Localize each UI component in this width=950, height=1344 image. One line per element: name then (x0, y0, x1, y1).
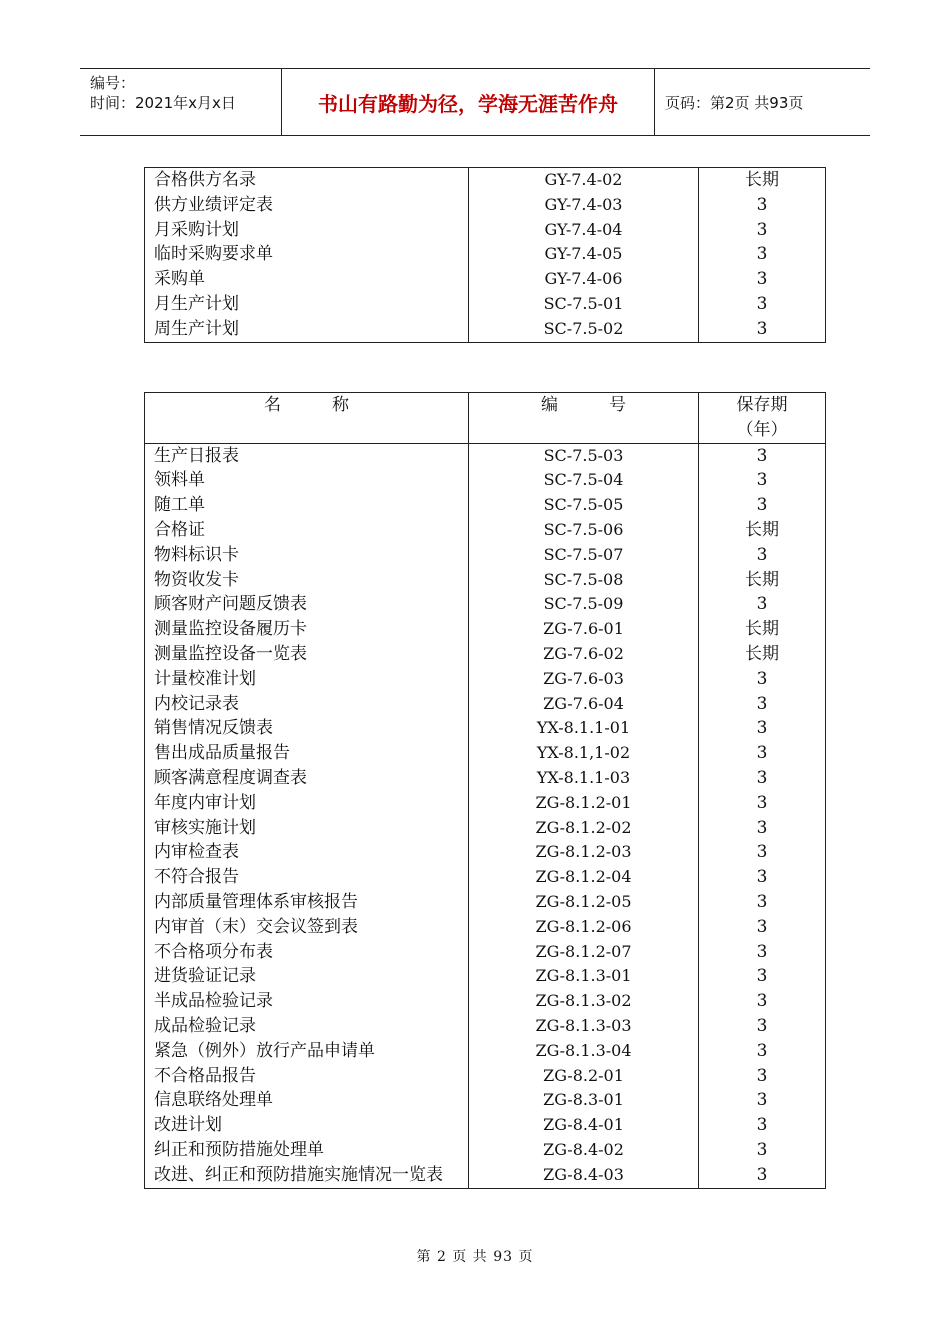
table-row (145, 168, 826, 193)
record-retention: 3 (699, 865, 826, 890)
table-row (145, 865, 826, 890)
record-code: ZG-8.1.3-04 (469, 1039, 699, 1064)
table-row (145, 1088, 826, 1113)
header-name: 名 称 (145, 393, 469, 444)
record-code: SC-7.5-08 (469, 568, 699, 593)
record-retention: 3 (699, 1113, 826, 1138)
record-name: 物料标识卡 (145, 543, 469, 568)
record-code: SC-7.5-07 (469, 543, 699, 568)
record-code: ZG-7.6-01 (469, 617, 699, 642)
table-row (145, 940, 826, 965)
table-header-row (145, 393, 826, 444)
table-row (145, 292, 826, 317)
record-code: GY-7.4-06 (469, 267, 699, 292)
record-name: 改进计划 (145, 1113, 469, 1138)
record-name: 纠正和预防措施处理单 (145, 1138, 469, 1163)
record-code: YX-8.1.1-01 (469, 716, 699, 741)
record-name: 信息联络处理单 (145, 1088, 469, 1113)
record-code: YX-8.1,1-02 (469, 741, 699, 766)
record-code: ZG-7.6-02 (469, 642, 699, 667)
record-code: SC-7.5-01 (469, 292, 699, 317)
record-name: 紧急（例外）放行产品申请单 (145, 1039, 469, 1064)
records-table (144, 392, 826, 1189)
record-code: SC-7.5-02 (469, 317, 699, 342)
record-code: GY-7.4-05 (469, 242, 699, 267)
table-row (145, 592, 826, 617)
record-retention: 3 (699, 443, 826, 468)
record-code: ZG-8.1.3-03 (469, 1014, 699, 1039)
table-row (145, 840, 826, 865)
table-row (145, 741, 826, 766)
record-code: ZG-8.1.2-02 (469, 816, 699, 841)
table-row (145, 1163, 826, 1188)
table-row (145, 692, 826, 717)
record-name: 供方业绩评定表 (145, 193, 469, 218)
record-retention: 3 (699, 193, 826, 218)
record-code: ZG-8.1.2-04 (469, 865, 699, 890)
table-row (145, 766, 826, 791)
records-table-continued-body (145, 168, 826, 343)
table-row (145, 1014, 826, 1039)
document-date: 时间：2021年x月x日 (90, 94, 236, 112)
table-row (145, 1064, 826, 1089)
record-retention: 长期 (699, 168, 826, 193)
record-name: 顾客财产问题反馈表 (145, 592, 469, 617)
record-code: ZG-7.6-03 (469, 667, 699, 692)
record-retention: 3 (699, 667, 826, 692)
record-code: ZG-8.1.2-01 (469, 791, 699, 816)
record-code: SC-7.5-04 (469, 468, 699, 493)
record-name: 半成品检验记录 (145, 989, 469, 1014)
record-name: 售出成品质量报告 (145, 741, 469, 766)
record-name: 不符合报告 (145, 865, 469, 890)
header-page-info: 页码：第2页 共93页 (665, 93, 804, 112)
record-retention: 3 (699, 267, 826, 292)
record-retention: 3 (699, 890, 826, 915)
record-name: 内审首（末）交会议签到表 (145, 915, 469, 940)
record-retention: 3 (699, 1138, 826, 1163)
record-retention: 3 (699, 317, 826, 342)
table-row (145, 443, 826, 468)
record-retention: 长期 (699, 642, 826, 667)
header-retention-line1: 保存期 (736, 395, 788, 415)
record-name: 计量校准计划 (145, 667, 469, 692)
record-retention: 3 (699, 592, 826, 617)
record-name: 临时采购要求单 (145, 242, 469, 267)
table-row (145, 493, 826, 518)
record-name: 销售情况反馈表 (145, 716, 469, 741)
record-retention: 3 (699, 1088, 826, 1113)
record-name: 成品检验记录 (145, 1014, 469, 1039)
record-code: ZG-8.2-01 (469, 1064, 699, 1089)
table-row (145, 468, 826, 493)
table-row (145, 193, 826, 218)
record-retention: 3 (699, 915, 826, 940)
record-retention: 3 (699, 543, 826, 568)
record-code: GY-7.4-02 (469, 168, 699, 193)
record-retention: 3 (699, 218, 826, 243)
record-name: 改进、纠正和预防措施实施情况一览表 (145, 1163, 469, 1188)
header-retention (699, 393, 826, 444)
record-retention: 3 (699, 741, 826, 766)
record-code: SC-7.5-03 (469, 443, 699, 468)
record-name: 审核实施计划 (145, 816, 469, 841)
record-name: 测量监控设备履历卡 (145, 617, 469, 642)
record-retention: 3 (699, 692, 826, 717)
record-retention: 3 (699, 493, 826, 518)
table-row (145, 617, 826, 642)
header-retention-line2: （年） (736, 419, 788, 440)
record-name: 顾客满意程度调查表 (145, 766, 469, 791)
table-row (145, 642, 826, 667)
record-name: 生产日报表 (145, 443, 469, 468)
record-code: YX-8.1.1-03 (469, 766, 699, 791)
table-row (145, 267, 826, 292)
record-code: ZG-8.3-01 (469, 1088, 699, 1113)
record-name: 内审检查表 (145, 840, 469, 865)
record-name: 年度内审计划 (145, 791, 469, 816)
record-code: ZG-8.1.2-07 (469, 940, 699, 965)
record-code: ZG-7.6-04 (469, 692, 699, 717)
record-name: 不合格品报告 (145, 1064, 469, 1089)
table-row (145, 890, 826, 915)
record-name: 合格证 (145, 518, 469, 543)
record-name: 物资收发卡 (145, 568, 469, 593)
table-row (145, 518, 826, 543)
record-retention: 3 (699, 940, 826, 965)
record-retention: 3 (699, 1039, 826, 1064)
record-name: 合格供方名录 (145, 168, 469, 193)
record-name: 内部质量管理体系审核报告 (145, 890, 469, 915)
record-code: ZG-8.1.2-03 (469, 840, 699, 865)
table-row (145, 915, 826, 940)
table-row (145, 543, 826, 568)
table-row (145, 1138, 826, 1163)
record-code: SC-7.5-06 (469, 518, 699, 543)
table-row (145, 1113, 826, 1138)
page-footer: 第 2 页 共 93 页 (416, 1249, 534, 1265)
record-code: GY-7.4-04 (469, 218, 699, 243)
page-header (80, 68, 870, 136)
record-code: SC-7.5-09 (469, 592, 699, 617)
record-code: ZG-8.4-03 (469, 1163, 699, 1188)
record-name: 月生产计划 (145, 292, 469, 317)
record-retention: 3 (699, 292, 826, 317)
record-code: ZG-8.1.2-06 (469, 915, 699, 940)
record-code: SC-7.5-05 (469, 493, 699, 518)
record-name: 周生产计划 (145, 317, 469, 342)
record-retention: 3 (699, 989, 826, 1014)
record-name: 随工单 (145, 493, 469, 518)
table-row (145, 218, 826, 243)
record-retention: 3 (699, 964, 826, 989)
record-retention: 3 (699, 791, 826, 816)
header-code: 编 号 (469, 393, 699, 444)
header-motto: 书山有路勤为径，学海无涯苦作舟 (282, 69, 655, 135)
record-retention: 长期 (699, 568, 826, 593)
document-number-label: 编号： (90, 74, 136, 92)
record-name: 月采购计划 (145, 218, 469, 243)
table-row (145, 242, 826, 267)
record-code: GY-7.4-03 (469, 193, 699, 218)
table-row (145, 791, 826, 816)
record-code: ZG-8.4-01 (469, 1113, 699, 1138)
table-row (145, 964, 826, 989)
record-retention: 3 (699, 766, 826, 791)
record-retention: 3 (699, 816, 826, 841)
records-table-continued (144, 167, 826, 343)
record-retention: 3 (699, 468, 826, 493)
record-retention: 3 (699, 1064, 826, 1089)
record-code: ZG-8.1.3-02 (469, 989, 699, 1014)
record-name: 进货验证记录 (145, 964, 469, 989)
record-code: ZG-8.4-02 (469, 1138, 699, 1163)
table-row (145, 568, 826, 593)
record-retention: 3 (699, 840, 826, 865)
records-table-body (145, 443, 826, 1188)
record-name: 测量监控设备一览表 (145, 642, 469, 667)
record-retention: 3 (699, 1163, 826, 1188)
record-name: 不合格项分布表 (145, 940, 469, 965)
table-row (145, 1039, 826, 1064)
record-retention: 3 (699, 242, 826, 267)
record-name: 领料单 (145, 468, 469, 493)
record-retention: 3 (699, 716, 826, 741)
record-name: 内校记录表 (145, 692, 469, 717)
table-row (145, 317, 826, 342)
table-row (145, 667, 826, 692)
record-retention: 3 (699, 1014, 826, 1039)
record-retention: 长期 (699, 617, 826, 642)
table-row (145, 716, 826, 741)
record-code: ZG-8.1.2-05 (469, 890, 699, 915)
record-code: ZG-8.1.3-01 (469, 964, 699, 989)
record-name: 采购单 (145, 267, 469, 292)
table-row (145, 816, 826, 841)
table-row (145, 989, 826, 1014)
record-retention: 长期 (699, 518, 826, 543)
header-meta (80, 69, 282, 135)
